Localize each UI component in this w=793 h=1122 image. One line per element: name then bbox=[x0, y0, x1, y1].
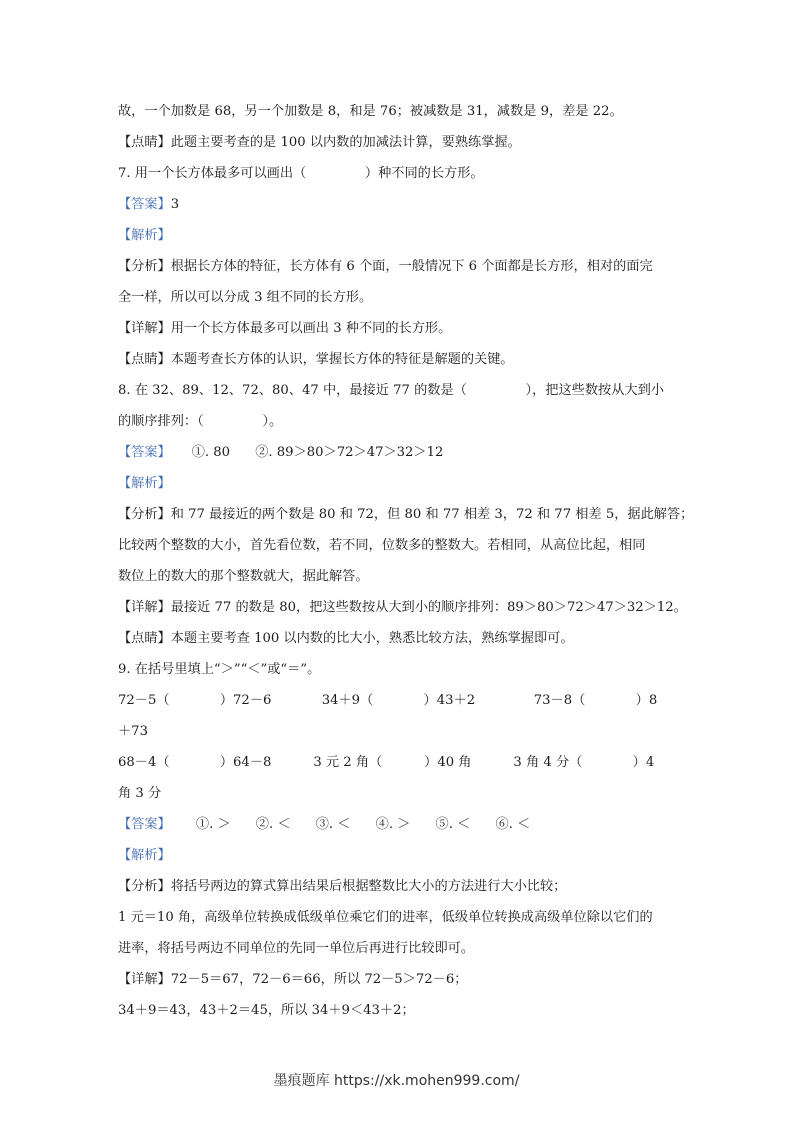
analysis-tag: 【解析】 bbox=[118, 476, 171, 491]
analysis-tag: 【解析】 bbox=[118, 228, 171, 243]
text-line: 角 3 分 bbox=[118, 786, 162, 801]
question-9: 9. 在括号里填上“＞”“＜”或“＝”。 bbox=[118, 662, 321, 677]
text-line: 【详解】用一个长方体最多可以画出 3 种不同的长方形。 bbox=[118, 321, 452, 336]
text-line: 全一样，所以可以分成 3 组不同的长方形。 bbox=[118, 290, 373, 305]
text-line: ＋73 bbox=[118, 724, 148, 739]
text-line: 72－5（ ）72－6 34＋9（ ）43＋2 73－8（ ）8 bbox=[118, 693, 658, 708]
text-line: 1 元＝10 角，高级单位转换成低级单位乘它们的进率，低级单位转换成高级单位除以它们的 bbox=[118, 910, 653, 925]
text-line: 数位上的数大的那个整数就大，据此解答。 bbox=[118, 569, 369, 584]
text-line: 34＋9＝43，43＋2＝45，所以 34＋9＜43＋2； bbox=[118, 1003, 415, 1018]
analysis-tag: 【解析】 bbox=[118, 848, 171, 863]
text-line: 比较两个整数的大小，首先看位数，若不同，位数多的整数大。若相同，从高位比起，相同 bbox=[118, 538, 646, 553]
answer-line bbox=[118, 444, 443, 462]
text-line: 【详解】72－5＝67，72－6＝66，所以 72－5＞72－6； bbox=[118, 972, 468, 987]
text-line: 进率，将括号两边不同单位的先同一单位后再进行比较即可。 bbox=[118, 941, 475, 956]
answer-value: ①. 80 ②. 89＞80＞72＞47＞32＞12 bbox=[170, 445, 444, 460]
footer-watermark: 墨痕题库 https://xk.mohen999.com/ bbox=[273, 1073, 520, 1089]
text-line: 【点睛】本题主要考查 100 以内数的比大小，熟悉比较方法，熟练掌握即可。 bbox=[118, 631, 574, 646]
question-8: 8. 在 32、89、12、72、80、47 中，最接近 77 的数是（ ），把这些数按从大到小 bbox=[118, 383, 664, 398]
text-line: 【分析】和 77 最接近的两个数是 80 和 72，但 80 和 77 相差 3，72 和 77 相差 5，据此解答； bbox=[118, 507, 694, 522]
answer-tag: 【答案】 bbox=[118, 817, 171, 832]
question-7: 7. 用一个长方体最多可以画出（ ）种不同的长方形。 bbox=[118, 166, 484, 181]
text-line: 【分析】将括号两边的算式算出结果后根据整数比大小的方法进行大小比较； bbox=[118, 879, 567, 894]
text-line: 68－4（ ）64－8 3 元 2 角（ ）40 角 3 角 4 分（ ）4 bbox=[118, 755, 655, 770]
text-line: 的顺序排列：（ ）。 bbox=[118, 414, 283, 429]
answer-line bbox=[118, 816, 530, 834]
text-line: 【点睛】本题考查长方体的认识，掌握长方体的特征是解题的关键。 bbox=[118, 352, 514, 367]
text-line: 故，一个加数是 68，另一个加数是 8，和是 76；被减数是 31，减数是 9，差是 22。 bbox=[118, 104, 623, 119]
text-line: 【分析】根据长方体的特征，长方体有 6 个面，一般情况下 6 个面都是长方形，相对的面完 bbox=[118, 259, 653, 274]
text-line: 【点睛】此题主要考查的是 100 以内数的加减法计算，要熟练掌握。 bbox=[118, 135, 521, 150]
answer-tag: 【答案】 bbox=[118, 445, 171, 460]
answer-value: ①. ＞ ②. ＜ ③. ＜ ④. ＞ ⑤. ＜ ⑥. ＜ bbox=[170, 817, 531, 832]
answer-line bbox=[118, 196, 179, 214]
answer-value: 3 bbox=[170, 197, 180, 212]
answer-tag: 【答案】 bbox=[118, 197, 171, 212]
text-line: 【详解】最接近 77 的数是 80，把这些数按从大到小的顺序排列：89＞80＞72＞47＞32＞12。 bbox=[118, 600, 687, 615]
